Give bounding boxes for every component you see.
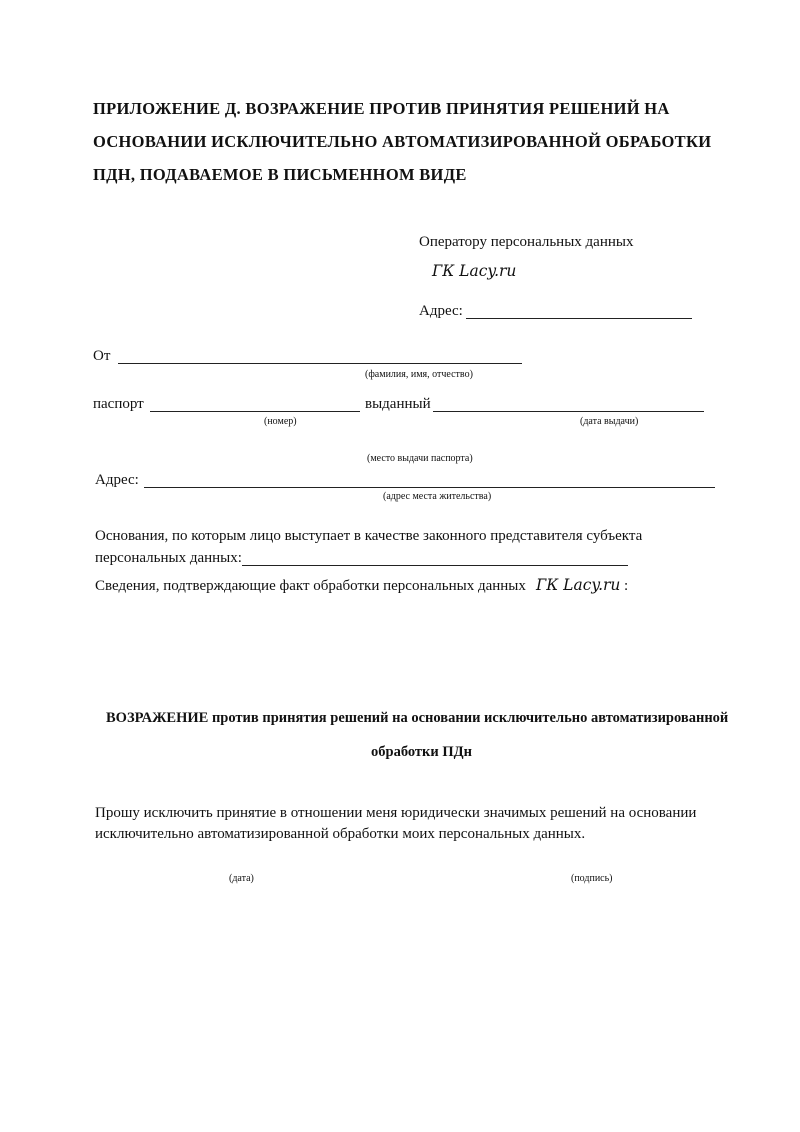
- operator-name: ГК Lacy.ru: [432, 262, 517, 280]
- objection-body-line1: Прошу исключить принятие в отношении меня юридически значимых решений на основании: [95, 805, 697, 821]
- grounds-text-line2: персональных данных:: [95, 550, 242, 566]
- passport-number-line[interactable]: [150, 411, 360, 412]
- fio-line[interactable]: [118, 363, 522, 364]
- objection-title-line2: обработки ПДн: [371, 744, 472, 760]
- passport-issue-date-hint: (дата выдачи): [580, 416, 639, 427]
- signature-hint: (подпись): [571, 873, 613, 884]
- recipient-address-line[interactable]: [466, 318, 692, 319]
- grounds-text-line1: Основания, по которым лицо выступает в качестве законного представителя субъекта: [95, 528, 643, 544]
- document-heading: ПРИЛОЖЕНИЕ Д. ВОЗРАЖЕНИЕ ПРОТИВ ПРИНЯТИЯ РЕШЕНИЙ НА ОСНОВАНИИ ИСКЛЮЧИТЕЛЬНО АВТОМАТИЗИРОВАННОЙ ОБРАБОТКИ ПДН, ПОДАВАЕМОЕ В ПИСЬМЕННОМ ВИДЕ: [93, 99, 712, 184]
- date-hint: (дата): [229, 873, 254, 884]
- objection-title-line1: ВОЗРАЖЕНИЕ против принятия решений на основании исключительно автоматизированной: [106, 710, 729, 726]
- recipient-label: Оператору персональных данных: [419, 234, 634, 250]
- recipient-address-label: Адрес:: [419, 303, 463, 319]
- from-label: От: [93, 348, 111, 364]
- passport-issue-date-line[interactable]: [433, 411, 704, 412]
- passport-label: паспорт: [93, 396, 144, 412]
- processing-info-label: Сведения, подтверждающие факт обработки персональных данных: [95, 578, 526, 594]
- passport-number-hint: (номер): [264, 416, 297, 427]
- passport-issue-place-hint: (место выдачи паспорта): [367, 453, 473, 464]
- residence-address-hint: (адрес места жительства): [383, 491, 492, 502]
- issued-label: выданный: [365, 396, 431, 412]
- processing-info-colon: :: [624, 578, 629, 594]
- fio-hint: (фамилия, имя, отчество): [365, 369, 473, 380]
- processing-operator-name: ГК Lacy.ru: [536, 576, 621, 594]
- residence-address-line[interactable]: [144, 487, 715, 488]
- grounds-line[interactable]: [242, 565, 628, 566]
- residence-address-label: Адрес:: [95, 472, 139, 488]
- objection-body-line2: исключительно автоматизированной обработки моих персональных данных.: [95, 826, 586, 842]
